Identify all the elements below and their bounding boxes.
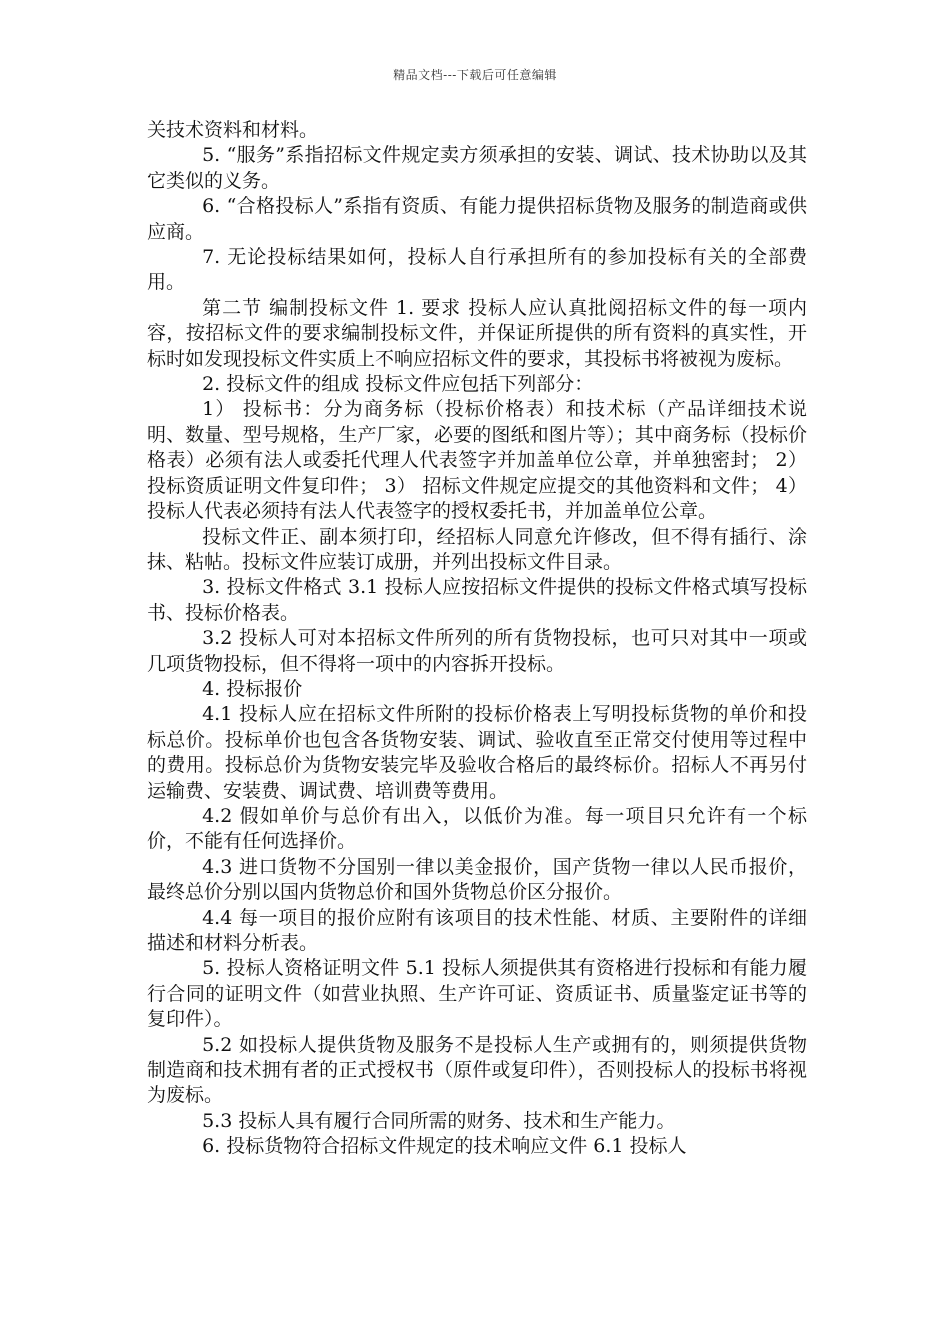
paragraph: 5. “服务”系指招标文件规定卖方须承担的安装、调试、技术协助以及其它类似的义务。	[147, 144, 807, 192]
paragraph: 第二节 编制投标文件 1. 要求 投标人应认真批阅招标文件的每一项内容，按招标文件的要求编制投标文件，并保证所提供的所有资料的真实性，开标时如发现投标文件实质上不响应招标文件的要求，其投标书将被视为废标。	[147, 296, 807, 370]
paragraph: 4. 投标报价	[202, 677, 303, 700]
paragraph: 4.2 假如单价与总价有出入，以低价为准。每一项目只允许有一个标价，不能有任何选择价。	[147, 804, 807, 853]
page-header: 精品文档---下载后可任意编辑	[393, 68, 557, 82]
paragraph: 5. 投标人资格证明文件 5.1 投标人须提供其有资格进行投标和有能力履行合同的证明文件（如营业执照、生产许可证、资质证书、质量鉴定证书等的复印件）。	[147, 957, 807, 1031]
paragraph: 3.2 投标人可对本招标文件所列的所有货物投标，也可只对其中一项或几项货物投标，但不得将一项中的内容拆开投标。	[147, 627, 807, 675]
document-body	[147, 118, 807, 1160]
paragraph: 6. “合格投标人”系指有资质、有能力提供招标货物及服务的制造商或供应商。	[147, 195, 807, 243]
paragraph: 2. 投标文件的组成 投标文件应包括下列部分：	[202, 373, 594, 396]
paragraph: 4.1 投标人应在招标文件所附的投标价格表上写明投标货物的单价和投标总价。投标单价也包含各货物安装、调试、验收直至正常交付使用等过程中的费用。投标总价为货物安装完毕及验收合格后的最终标价。招标人不再另付运输费、安装费、调试费、培训费等费用。	[147, 703, 807, 802]
paragraph: 5.2 如投标人提供货物及服务不是投标人生产或拥有的，则须提供货物制造商和技术拥有者的正式授权书（原件或复印件），否则投标人的投标书将视为废标。	[147, 1033, 807, 1107]
paragraph: 4.4 每一项目的报价应附有该项目的技术性能、材质、主要附件的详细描述和材料分析表。	[147, 906, 807, 954]
paragraph: 投标文件正、副本须打印，经招标人同意允许修改，但不得有插行、涂抹、粘帖。投标文件应装订成册，并列出投标文件目录。	[147, 525, 807, 573]
paragraph: 5.3 投标人具有履行合同所需的财务、技术和生产能力。	[202, 1109, 676, 1132]
paragraph: 7. 无论投标结果如何，投标人自行承担所有的参加投标有关的全部费用。	[147, 246, 807, 294]
paragraph: 4.3 进口货物不分国别一律以美金报价，国产货物一律以人民币报价，最终总价分别以国内货物总价和国外货物总价区分报价。	[147, 855, 807, 904]
paragraph: 6. 投标货物符合招标文件规定的技术响应文件 6.1 投标人	[202, 1135, 687, 1158]
paragraph: 3. 投标文件格式 3.1 投标人应按招标文件提供的投标文件格式填写投标书、投标价格表。	[147, 576, 807, 624]
paragraph: 关技术资料和材料。	[147, 119, 319, 141]
paragraph: 1） 投标书：分为商务标（投标价格表）和技术标（产品详细技术说明、数量、型号规格，生产厂家，必要的图纸和图片等）；其中商务标（投标价格表）必须有法人或委托代理人代表签字并加盖单位公章，并单独密封； 2） 投标资质证明文件复印件； 3） 招标文件规定应提交的其他资料和文件； 4） 投标人代表必须持有法人代表签字的授权委托书，并加盖单位公章。	[147, 398, 807, 523]
